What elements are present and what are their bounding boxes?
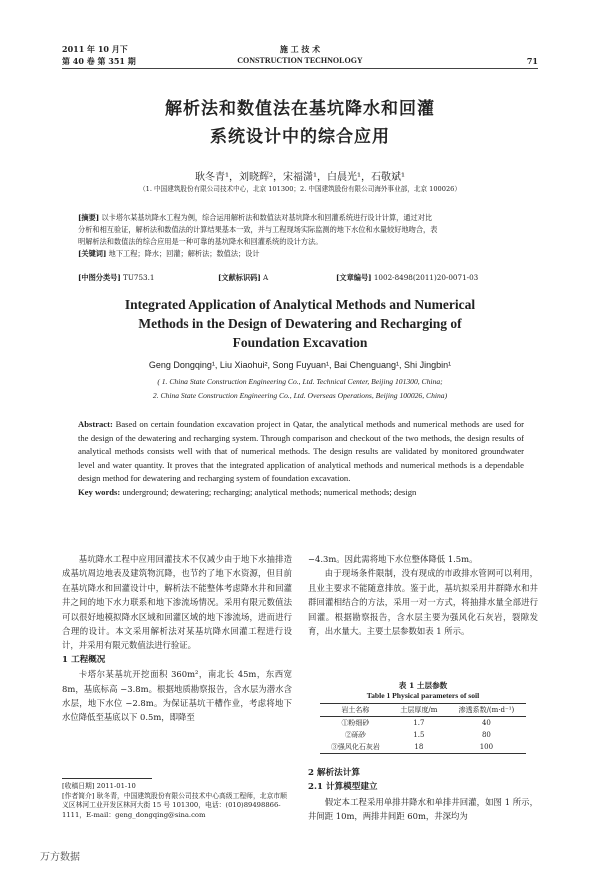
header-journal-en: CONSTRUCTION TECHNOLOGY xyxy=(237,56,363,65)
article-value: 1002-8498(2011)20-0071-03 xyxy=(373,273,479,282)
table1-header: 土层厚度/m xyxy=(400,706,438,714)
title-cn-line1: 解析法和数值法在基坑降水和回灌 xyxy=(165,99,435,119)
abstract-cn xyxy=(78,212,524,260)
table-cell: 40 xyxy=(481,719,491,727)
footnote-author: [作者简介] 耿冬青，中国建筑股份有限公司技术中心高级工程师，北京市顺义区林河工业开发区林河大街 15 号 101300，电话：(010)89498866-1111，E-mail：geng_dongqing@sina.com xyxy=(62,791,287,819)
table-cell: 18 xyxy=(414,743,424,751)
table1-title-cn: 表 1 土层参数 xyxy=(398,681,448,690)
section2 xyxy=(308,766,538,824)
table1-title-en: Table 1 Physical parameters of soil xyxy=(366,691,480,700)
header-date: 2011 年 10 月下 xyxy=(62,44,128,54)
table1 xyxy=(308,680,538,754)
affiliations-en-line2: 2. China State Construction Engineering Co., Ltd. Overseas Operations, Beijing 100026, China) xyxy=(152,391,448,400)
table-cell: 1.7 xyxy=(413,719,425,727)
title-en-line2: Methods in the Design of Dewatering and Recharging of xyxy=(138,316,462,331)
body-right-column xyxy=(308,552,538,638)
header-rule xyxy=(62,68,538,69)
table-cell: ②砾砂 xyxy=(344,731,366,739)
section1-title: 1 工程概况 xyxy=(62,654,106,665)
title-en-line3: Foundation Excavation xyxy=(232,335,368,350)
table1-header-row xyxy=(320,704,526,717)
table-cell: 100 xyxy=(479,743,494,751)
abstract-cn-line2: 分析和相互验证，解析法和数值法的计算结果基本一致，并与工程现场实际监测的地下水位和水量较好地吻合，表 xyxy=(78,225,438,234)
clc-label: [中图分类号] xyxy=(78,273,121,282)
table-row xyxy=(320,717,526,730)
table-row xyxy=(320,729,526,741)
section2-title: 2 解析法计算 xyxy=(308,768,360,778)
table-row xyxy=(320,741,526,754)
table1-header: 岩土名称 xyxy=(341,706,370,714)
doc-code xyxy=(218,273,268,283)
abstract-en xyxy=(78,418,524,499)
table-cell: ①粉细砂 xyxy=(341,719,370,727)
abstract-cn-line1: 以卡塔尔某基坑降水工程为例，综合运用解析法和数值法对基坑降水和回灌系统进行设计计算，通过对比 xyxy=(101,213,433,222)
article-number xyxy=(336,273,478,283)
table-cell: 1.5 xyxy=(413,731,425,739)
abstract-cn-label: [摘要] xyxy=(78,213,100,222)
table-cell: 80 xyxy=(481,731,491,739)
classification-row xyxy=(78,273,154,283)
article-label: [文章编号] xyxy=(336,273,372,282)
footnote xyxy=(62,782,292,820)
header-volume: 第 40 卷 第 351 期 xyxy=(62,56,136,66)
footnote-rule xyxy=(62,778,152,779)
affiliations-cn: （1. 中国建筑股份有限公司技术中心，北京 101300；2. 中国建筑股份有限公司海外事业部，北京 100026） xyxy=(139,185,461,193)
page-number: 71 xyxy=(526,56,538,66)
table1-grid xyxy=(320,703,526,754)
section21-paragraph: 假定本工程采用单排井降水和单排井回灌，如图 1 所示，井间距 10m，两排井间距 60m，井深均为 xyxy=(308,796,538,822)
authors-en: Geng Dongqing¹, Liu Xiaohui², Song Fuyuan¹, Bai Chenguang¹, Shi Jingbin¹ xyxy=(148,360,452,370)
keywords-en: underground; dewatering; recharging; analytical methods; numerical methods; design xyxy=(122,486,417,497)
affiliations-en-line1: ( 1. China State Construction Engineering Co., Ltd. Technical Center, Beijing 101300, China; xyxy=(157,377,443,386)
clc-value: TU753.1 xyxy=(123,273,155,282)
wanfang-watermark: 万方数据 xyxy=(40,852,80,863)
keywords-cn: 地下工程；降水；回灌；解析法；数值法；设计 xyxy=(108,249,260,258)
section1-paragraph: 卡塔尔某基坑开挖面积 360m²，南北长 45m，东西宽 8m，基底标高 −3.8m。根据地质勘察报告，含水层为潜水含水层，地下水位 −2.8m。为保证基坑干槽作业，考虑将地下水位降低至基底以下 0.5m，即降至 xyxy=(62,669,292,723)
intro-paragraph: 基坑降水工程中应用回灌技术不仅减少由于地下水抽排造成基坑周边地表及建筑物沉降，也节约了地下水资源，但目前在基坑降水和回灌设计中，解析法不能整体考虑降水井和回灌井之间的地下水力联系和地下渗流场情况。采用有限元数值法可以很好地模拟降水区域和回灌区域的地下渗流场，进而进行合理的设计。本文采用解析法对某基坑降水回灌工程进行设计，并采用有限元数值法进行验证。 xyxy=(62,554,292,651)
authors-cn: 耿冬青¹，刘晓辉²，宋福潇¹，白晨光¹，石敬斌¹ xyxy=(194,172,406,183)
keywords-en-label: Key words: xyxy=(78,486,121,497)
table-cell: ③强风化石灰岩 xyxy=(330,743,380,751)
soil-paragraph: 由于现场条件限制，没有现成的市政排水管网可以利用，且业主要求不能随意排放。鉴于此，基坑拟采用井群降水和井群回灌相结合的方法，采用一对一方式，将抽排水量全部进行回灌。根据勘察报告，含水层主要为强风化石灰岩，裂隙发育，出水量大。主要土层参数如表 1 所示。 xyxy=(308,568,538,637)
body-left-column xyxy=(62,552,292,725)
footnote-received: [收稿日期] 2011-01-10 xyxy=(62,782,136,790)
continuation-line: −4.3m。因此需将地下水位整体降低 1.5m。 xyxy=(308,554,478,564)
table1-header: 渗透系数/(m·d⁻¹) xyxy=(458,706,515,714)
section21-title: 2.1 计算模型建立 xyxy=(308,782,378,793)
title-cn-line2: 系统设计中的综合应用 xyxy=(210,127,390,147)
doc-value: A xyxy=(263,273,269,282)
abstract-en-label: Abstract: xyxy=(78,419,113,429)
doc-label: [文献标识码] xyxy=(218,273,261,282)
keywords-cn-label: [关键词] xyxy=(78,249,107,258)
title-en-line1: Integrated Application of Analytical Methods and Numerical xyxy=(124,297,476,312)
abstract-en-text: Based on certain foundation excavation project in Qatar, the analytical methods and numerical methods are used for the design of the dewatering and recharging system. Through comparison and checkout of the two methods, the design results of analytical methods consists well with that of numerical methods. The design results are validated by monitored groundwater level and water quantity. It proves that the integrated application of analytical methods and numerical methods is a dependable design method for dewatering and recharging system of foundation excavation. xyxy=(78,419,525,483)
abstract-cn-line3: 明解析法和数值法的综合应用是一种可靠的基坑降水和回灌系统的设计方法。 xyxy=(78,237,323,246)
header-journal-cn: 施 工 技 术 xyxy=(279,44,321,54)
